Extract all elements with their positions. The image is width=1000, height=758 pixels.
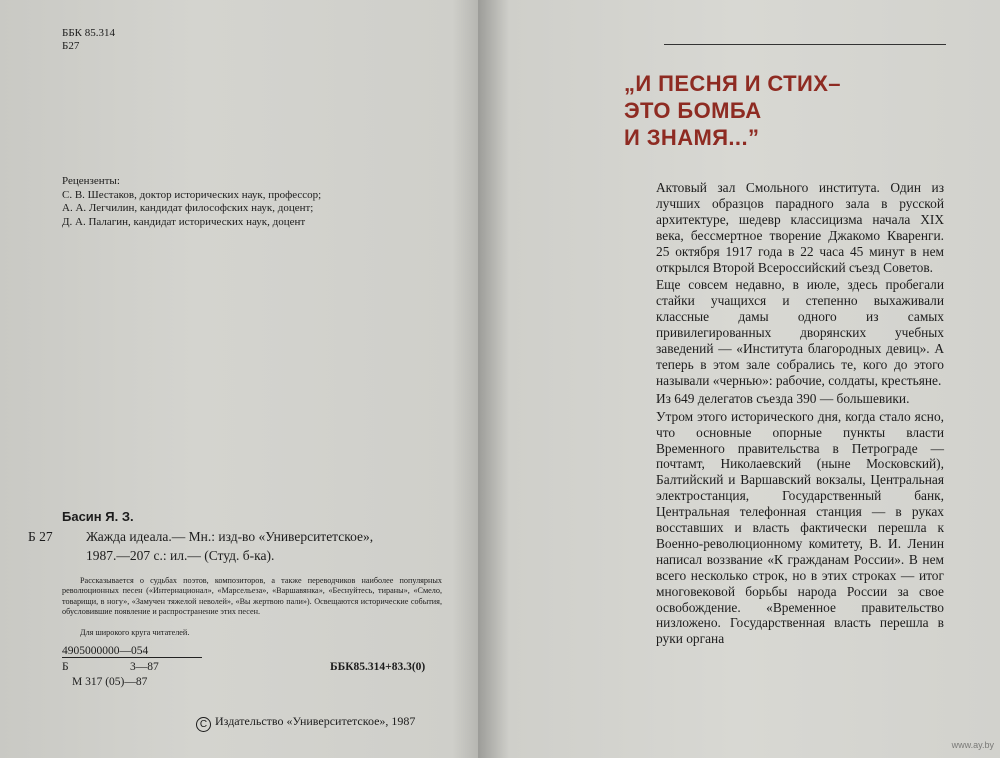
bbk-code: ББК 85.314 [62, 27, 115, 39]
chapter-title-line: „И ПЕСНЯ И СТИХ– [624, 71, 841, 96]
isbn-denominator: М 317 (05)—87 [72, 676, 148, 688]
bbk-index-bottom: ББК85.314+83.3(0) [330, 661, 426, 673]
chapter-title-line: ЭТО БОМБА [624, 98, 762, 123]
author-mark: Б27 [62, 40, 80, 52]
copyright-text: Издательство «Университетское», 1987 [215, 714, 416, 728]
left-page [0, 0, 492, 758]
audience-note: Для широкого круга читателей. [80, 628, 190, 637]
watermark: www.ay.by [951, 740, 994, 750]
chapter-title-line: И ЗНАМЯ...” [624, 125, 760, 150]
reviewers-block [62, 175, 321, 229]
annotation: Рассказывается о судьбах поэтов, композиторов, а также переводчиков наиболее популярных революционных песен («Интернационал», «Марсельеза», «Варшавянка», «Беснуйтесь, тираны», «Смело, товарищи, в ногу», «Замучен тяжелой неволей», «Вы жертвою пали»). Освещаются исторические события, обусловившие появление и распространение этих песен. [62, 576, 442, 616]
fraction-line [62, 657, 202, 658]
bbk-index-top [62, 27, 115, 53]
body-text [656, 180, 944, 649]
paragraph: Еще совсем недавно, в июле, здесь пробегали стайки учащихся и степенно выхаживали классные дамы одного из самых привилегированных дворянских учебных заведений — «Института благородных девиц». А теперь в этом зале собрались те, кого до этого называли «чернью»: рабочие, солдаты, крестьяне. [656, 277, 944, 388]
reviewer-item: С. В. Шестаков, доктор исторических наук, профессор; [62, 188, 322, 201]
top-rule [664, 44, 946, 45]
catalog-code: Б 27 [28, 529, 53, 544]
reviewers-header: Рецензенты: [62, 175, 120, 187]
reviewer-item: А. А. Легчилин, кандидат философских наук, доцент; [62, 202, 314, 214]
paragraph: Утром этого исторического дня, когда стало ясно, что основные опорные пункты власти Временного правительства в Петрограде — почтамт, Николаевский (ныне Московский), Балтийский и Варшавский вокзалы, Центральная электростанция, Государственный банк, Центральная телефонная станция — в руках восставших и власть фактически перешла к Военно-революционному комитету, В. И. Ленин написал воззвание «К гражданам России». В нем всего несколько строк, но в этих строках — итог многовековой борьбы народа России за свое освобождение. «Временное правительство низложено. Государственная власть перешла в руки органа [656, 408, 944, 647]
isbn-suffix: 3—87 [130, 661, 159, 673]
copyright-icon: C [196, 717, 211, 732]
bibliographic-line-2: 1987.—207 с.: ил.— (Студ. б-ка). [86, 548, 275, 563]
paragraph: Из 649 делегатов съезда 390 — большевики. [656, 390, 910, 406]
right-page [478, 0, 1000, 758]
reviewer-item: Д. А. Палагин, кандидат исторических наук, доцент [62, 215, 306, 228]
isbn-numerator: 4905000000—054 [62, 645, 149, 657]
paragraph: Актовый зал Смольного института. Один из лучших образцов парадного зала в русской архитектуре, шедевр классицизма начала XIX века, бессмертное творение Джакомо Кваренги. 25 октября 1917 года в 22 часа 45 минут в нем открылся Второй Всероссийский съезд Советов. [656, 180, 944, 275]
copyright-line [196, 714, 415, 732]
isbn-prefix: Б [62, 661, 69, 673]
author-name: Басин Я. З. [62, 509, 134, 524]
chapter-title [624, 70, 841, 151]
bibliographic-line-1: Жажда идеала.— Мн.: изд-во «Университетское», [86, 529, 374, 544]
